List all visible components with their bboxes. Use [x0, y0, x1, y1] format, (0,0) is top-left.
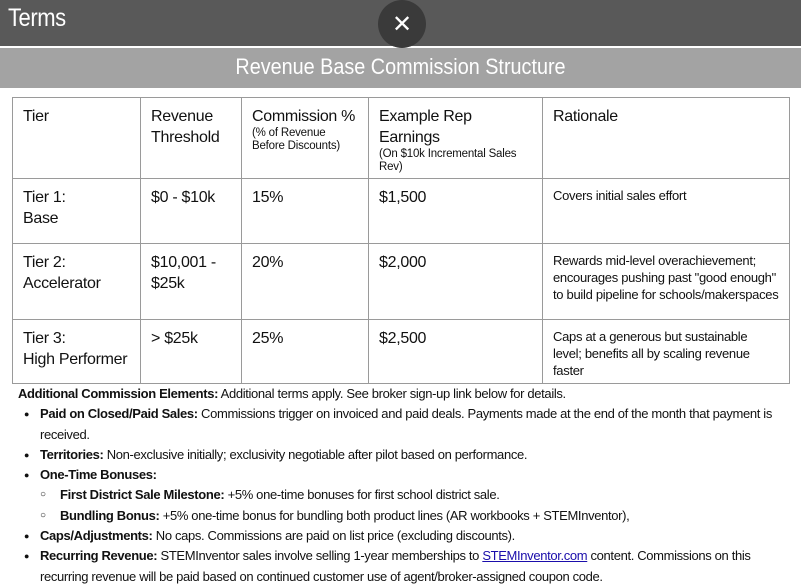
- commission-cell: 15%: [242, 179, 369, 244]
- table-row: [13, 244, 790, 320]
- additional-terms-lead: Additional Commission Elements: Additional terms apply. See broker sign-up link below for details.: [18, 386, 566, 401]
- list-item: ○ Bundling Bonus: +5% one-time bonus for bundling both product lines (AR workbooks + STEMInventor),: [18, 506, 793, 526]
- tier-cell: Tier 3: High Performer: [13, 320, 141, 384]
- table-header-row: [13, 98, 790, 179]
- list-item: ● Recurring Revenue: STEMInventor sales involve selling 1-year memberships to STEMInventor.com content. Commissions on this recurring revenue will be paid based on continued customer use of agent/broker-assigned coupon code.: [18, 546, 793, 587]
- list-item: ● Paid on Closed/Paid Sales: Commissions trigger on invoiced and paid deals. Payments made at the end of the month that payment is received.: [18, 404, 793, 445]
- threshold-cell: > $25k: [141, 320, 242, 384]
- tier-cell: Tier 1: Base: [13, 179, 141, 244]
- header-cell: Rationale: [543, 98, 790, 179]
- list-item: ● One-Time Bonuses:: [18, 465, 793, 485]
- terms-list: [18, 404, 793, 587]
- close-icon: ✕: [391, 10, 413, 38]
- table-row: [13, 320, 790, 384]
- list-item: ● Territories: Non-exclusive initially; exclusivity negotiable after pilot based on performance.: [18, 445, 793, 465]
- tier-cell: Tier 2: Accelerator: [13, 244, 141, 320]
- commission-table: [12, 97, 790, 384]
- list-item: ○ First District Sale Milestone: +5% one-time bonuses for first school district sale.: [18, 485, 793, 505]
- earnings-cell: $1,500: [369, 179, 543, 244]
- earnings-cell: $2,500: [369, 320, 543, 384]
- threshold-cell: $10,001 - $25k: [141, 244, 242, 320]
- section-title: Revenue Base Commission Structure: [235, 54, 566, 79]
- rationale-cell: Caps at a generous but sustainable level; benefits all by scaling revenue faster: [543, 320, 790, 384]
- table-row: [13, 179, 790, 244]
- header-cell: Commission % (% of Revenue Before Discounts): [242, 98, 369, 179]
- rationale-cell: Covers initial sales effort: [543, 179, 790, 244]
- close-button[interactable]: [378, 0, 426, 48]
- top-bar: [0, 0, 801, 46]
- additional-terms: [18, 384, 793, 587]
- threshold-cell: $0 - $10k: [141, 179, 242, 244]
- header-cell: Tier: [13, 98, 141, 179]
- dialog-title: Terms: [8, 4, 66, 32]
- header-cell: Revenue Threshold: [141, 98, 242, 179]
- list-item: ● Caps/Adjustments: No caps. Commissions are paid on list price (excluding discounts).: [18, 526, 793, 546]
- commission-cell: 20%: [242, 244, 369, 320]
- steminventor-link[interactable]: STEMInventor.com: [482, 548, 588, 564]
- rationale-cell: Rewards mid-level overachievement; encourages pushing past "good enough" to build pipeline for schools/makerspaces: [543, 244, 790, 320]
- commission-cell: 25%: [242, 320, 369, 384]
- earnings-cell: $2,000: [369, 244, 543, 320]
- section-banner: [0, 48, 801, 88]
- header-cell: Example Rep Earnings (On $10k Incremental Sales Rev): [369, 98, 543, 179]
